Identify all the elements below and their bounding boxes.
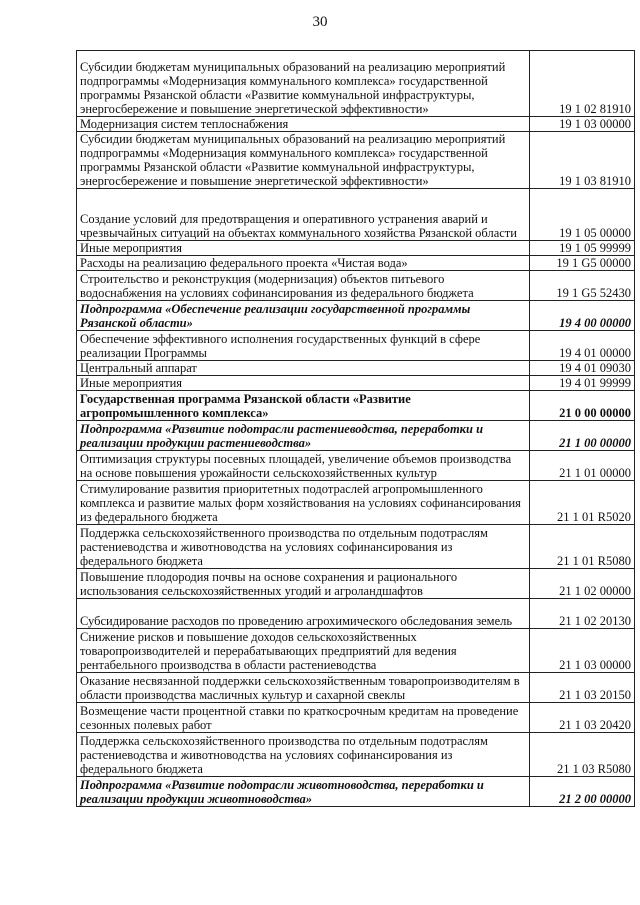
table-row xyxy=(77,301,635,331)
row-description: Стимулирование развития приоритетных подотраслей агропромышленного комплекса и развитие малых форм хозяйствования на условиях софинансирования из федерального бюджета xyxy=(77,481,530,525)
table-row xyxy=(77,51,635,117)
row-code: 19 1 G5 00000 xyxy=(530,256,635,271)
row-description: Оказание несвязанной поддержки сельскохозяйственным товаропроизводителям в области производства масличных культур и сахарной свеклы xyxy=(77,673,530,703)
table-row xyxy=(77,421,635,451)
table-row xyxy=(77,331,635,361)
table-row xyxy=(77,703,635,733)
table-row xyxy=(77,256,635,271)
table-row xyxy=(77,481,635,525)
row-description: Обеспечение эффективного исполнения государственных функций в сфере реализации Программы xyxy=(77,331,530,361)
row-description: Подпрограмма «Развитие подотрасли животноводства, переработки и реализации продукции животноводства» xyxy=(77,777,530,807)
row-code: 19 4 01 99999 xyxy=(530,376,635,391)
row-description: Строительство и реконструкция (модернизация) объектов питьевого водоснабжения на условиях софинансирования из федерального бюджета xyxy=(77,271,530,301)
row-description: Создание условий для предотвращения и оперативного устранения аварий и чрезвычайных ситуаций на объектах коммунального хозяйства Рязанской области xyxy=(77,189,530,241)
page-number: 30 xyxy=(312,14,328,30)
table-row xyxy=(77,629,635,673)
table-row xyxy=(77,361,635,376)
table-row xyxy=(77,241,635,256)
table-row xyxy=(77,599,635,629)
row-description: Подпрограмма «Развитие подотрасли растениеводства, переработки и реализации продукции растениеводства» xyxy=(77,421,530,451)
table-row xyxy=(77,525,635,569)
table-row xyxy=(77,117,635,132)
row-description: Оптимизация структуры посевных площадей, увеличение объемов производства на основе повышения урожайности сельскохозяйственных культур xyxy=(77,451,530,481)
row-description: Расходы на реализацию федерального проекта «Чистая вода» xyxy=(77,256,530,271)
row-code: 21 1 00 00000 xyxy=(530,421,635,451)
row-description: Поддержка сельскохозяйственного производства по отдельным подотраслям растениеводства и животноводства на условиях софинансирования из федерального бюджета xyxy=(77,733,530,777)
table-row xyxy=(77,569,635,599)
row-code: 21 1 01 00000 xyxy=(530,451,635,481)
row-description: Повышение плодородия почвы на основе сохранения и рационального использования сельскохозяйственных угодий и агроландшафтов xyxy=(77,569,530,599)
row-code: 19 1 02 81910 xyxy=(530,51,635,117)
row-code: 21 1 02 00000 xyxy=(530,569,635,599)
row-code: 21 1 01 R5020 xyxy=(530,481,635,525)
row-description: Возмещение части процентной ставки по краткосрочным кредитам на проведение сезонных полевых работ xyxy=(77,703,530,733)
row-code: 21 1 02 20130 xyxy=(530,599,635,629)
row-description: Субсидии бюджетам муниципальных образований на реализацию мероприятий подпрограммы «Модернизация коммунального комплекса» государственной программы Рязанской области «Развитие коммунальной инфраструктуры, энергосбережение и повышение энергетической эффективности» xyxy=(77,132,530,189)
row-description: Иные мероприятия xyxy=(77,376,530,391)
table-row xyxy=(77,451,635,481)
table-row xyxy=(77,271,635,301)
row-description: Субсидии бюджетам муниципальных образований на реализацию мероприятий подпрограммы «Модернизация коммунального комплекса» государственной программы Рязанской области «Развитие коммунальной инфраструктуры, энергосбережение и повышение энергетической эффективности» xyxy=(77,51,530,117)
row-code: 21 1 03 R5080 xyxy=(530,733,635,777)
row-description: Снижение рисков и повышение доходов сельскохозяйственных товаропроизводителей и перерабатывающих предприятий для ведения рентабельного производства в области растениеводства xyxy=(77,629,530,673)
table-row xyxy=(77,391,635,421)
table-row xyxy=(77,189,635,241)
budget-classification-table xyxy=(76,50,635,807)
row-code: 21 1 03 20420 xyxy=(530,703,635,733)
row-description: Подпрограмма «Обеспечение реализации государственной программы Рязанской области» xyxy=(77,301,530,331)
row-description: Иные мероприятия xyxy=(77,241,530,256)
table-row xyxy=(77,132,635,189)
row-code: 19 4 01 09030 xyxy=(530,361,635,376)
row-code: 21 1 01 R5080 xyxy=(530,525,635,569)
row-code: 19 1 G5 52430 xyxy=(530,271,635,301)
row-code: 19 4 00 00000 xyxy=(530,301,635,331)
table-body xyxy=(77,51,635,807)
row-description: Поддержка сельскохозяйственного производства по отдельным подотраслям растениеводства и животноводства на условиях софинансирования из федерального бюджета xyxy=(77,525,530,569)
row-code: 19 4 01 00000 xyxy=(530,331,635,361)
row-code: 21 1 03 00000 xyxy=(530,629,635,673)
row-code: 19 1 03 81910 xyxy=(530,132,635,189)
table-row xyxy=(77,376,635,391)
row-code: 21 0 00 00000 xyxy=(530,391,635,421)
row-description: Субсидирование расходов по проведению агрохимического обследования земель xyxy=(77,599,530,629)
row-code: 19 1 05 00000 xyxy=(530,189,635,241)
row-code: 21 2 00 00000 xyxy=(530,777,635,807)
table-row xyxy=(77,733,635,777)
row-code: 19 1 05 99999 xyxy=(530,241,635,256)
row-code: 21 1 03 20150 xyxy=(530,673,635,703)
table-row xyxy=(77,673,635,703)
row-description: Центральный аппарат xyxy=(77,361,530,376)
row-code: 19 1 03 00000 xyxy=(530,117,635,132)
table-row xyxy=(77,777,635,807)
row-description: Модернизация систем теплоснабжения xyxy=(77,117,530,132)
row-description: Государственная программа Рязанской области «Развитие агропромышленного комплекса» xyxy=(77,391,530,421)
